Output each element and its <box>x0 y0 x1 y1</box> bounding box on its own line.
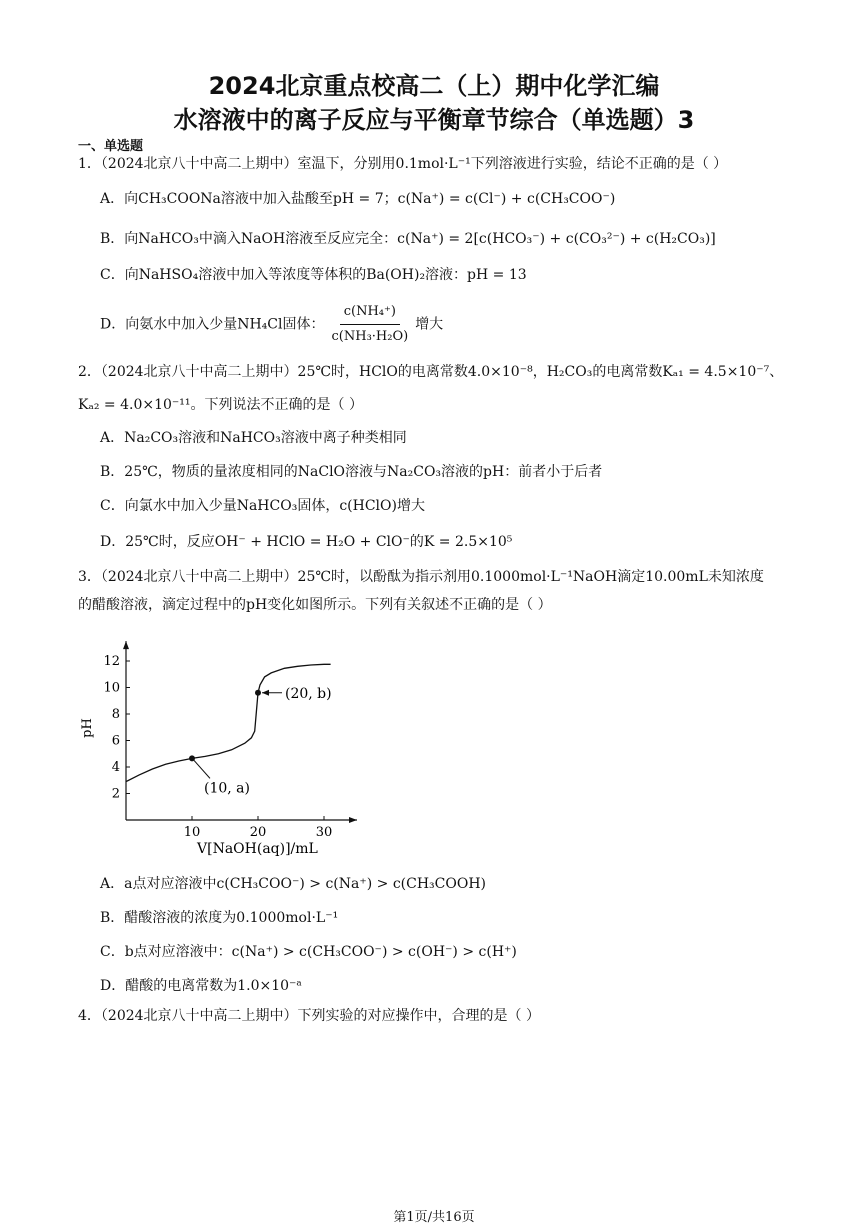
q1-option-d <box>100 302 443 347</box>
q3-stem-line2: 的醋酸溶液，滴定过程中的pH变化如图所示。下列有关叙述不正确的是（ ） <box>78 597 552 613</box>
point-b-label: (20, b) <box>285 685 332 702</box>
x-axis-label: V[NaOH(aq)]/mL <box>197 841 318 857</box>
q1-stem: 1．（2024北京八十中高二上期中）室温下，分别用0.1mol·L⁻¹下列溶液进行实验，结论不正确的是（ ） <box>78 156 728 172</box>
fraction-numerator: c(NH₄⁺) <box>340 302 400 325</box>
fraction-denominator: c(NH₃·H₂O) <box>331 329 409 344</box>
q4-stem: 4．（2024北京八十中高二上期中）下列实验的对应操作中，合理的是（ ） <box>78 1008 540 1024</box>
point-a-label: (10, a) <box>204 780 250 797</box>
q2-option-b: B．25℃，物质的量浓度相同的NaClO溶液与Na₂CO₃溶液的pH：前者小于后者 <box>100 464 603 480</box>
y-axis-arrow <box>123 641 129 649</box>
y-axis-label: pH <box>80 718 95 738</box>
q1-option-d-fraction <box>328 302 413 347</box>
titration-curve <box>126 664 331 781</box>
q2-option-d: D．25℃时，反应OH⁻ + HClO = H₂O + ClO⁻的K = 2.5×10⁵ <box>100 534 513 550</box>
q2-stem-line1: 2．（2024北京八十中高二上期中）25℃时，HClO的电离常数4.0×10⁻⁸，H₂CO₃的电离常数Kₐ₁ = 4.5×10⁻⁷、 <box>78 364 784 380</box>
doc-title-line2: 水溶液中的离子反应与平衡章节综合（单选题）3 <box>173 106 695 134</box>
section-heading: 一、单选题 <box>78 139 144 154</box>
q1-option-c: C．向NaHSO₄溶液中加入等浓度等体积的Ba(OH)₂溶液：pH = 13 <box>100 267 527 283</box>
point-b-arrowhead <box>262 690 269 696</box>
y-tick-label: 10 <box>103 680 120 696</box>
y-tick-label: 8 <box>111 707 120 722</box>
q1-option-d-prefix: D．向氨水中加入少量NH₄Cl固体： <box>100 316 325 333</box>
q1-option-d-suffix: 增大 <box>415 316 444 333</box>
q3-option-c: C．b点对应溶液中：c(Na⁺) > c(CH₃COO⁻) > c(OH⁻) > c(H⁺) <box>100 944 517 960</box>
point-a-leader <box>194 760 210 778</box>
q3-option-a: A．a点对应溶液中c(CH₃COO⁻) > c(Na⁺) > c(CH₃COOH) <box>100 876 486 892</box>
q2-stem-line2: Kₐ₂ = 4.0×10⁻¹¹。下列说法不正确的是（ ） <box>78 397 363 413</box>
q1-option-a: A．向CH₃COONa溶液中加入盐酸至pH = 7；c(Na⁺) = c(Cl⁻) + c(CH₃COO⁻) <box>100 191 616 207</box>
x-tick-label: 30 <box>315 825 333 840</box>
y-tick-label: 12 <box>103 654 120 669</box>
q3-option-d: D．醋酸的电离常数为1.0×10⁻ᵃ <box>100 978 302 994</box>
page-footer: 第1页/共16页 <box>393 1210 475 1225</box>
doc-title-line1: 2024北京重点校高二（上）期中化学汇编 <box>208 72 660 100</box>
x-tick-label: 10 <box>183 825 201 840</box>
q3-option-b: B．醋酸溶液的浓度为0.1000mol·L⁻¹ <box>100 910 339 926</box>
x-tick-label: 20 <box>249 825 267 840</box>
titration-chart <box>80 620 380 860</box>
q1-option-b: B．向NaHCO₃中滴入NaOH溶液至反应完全：c(Na⁺) = 2[c(HCO₃⁻) + c(CO₃²⁻) + c(H₂CO₃)] <box>100 231 716 247</box>
y-tick-label: 2 <box>111 786 120 802</box>
q2-option-c: C．向氯水中加入少量NaHCO₃固体，c(HClO)增大 <box>100 498 425 514</box>
q3-stem-line1: 3．（2024北京八十中高二上期中）25℃时，以酚酞为指示剂用0.1000mol·L⁻¹NaOH滴定10.00mL未知浓度 <box>78 569 764 585</box>
y-tick-label: 6 <box>111 733 120 749</box>
point-b-marker <box>255 690 261 696</box>
q2-option-a: A．Na₂CO₃溶液和NaHCO₃溶液中离子种类相同 <box>100 430 407 446</box>
y-tick-label: 4 <box>111 760 120 775</box>
x-axis-arrow <box>349 817 357 823</box>
